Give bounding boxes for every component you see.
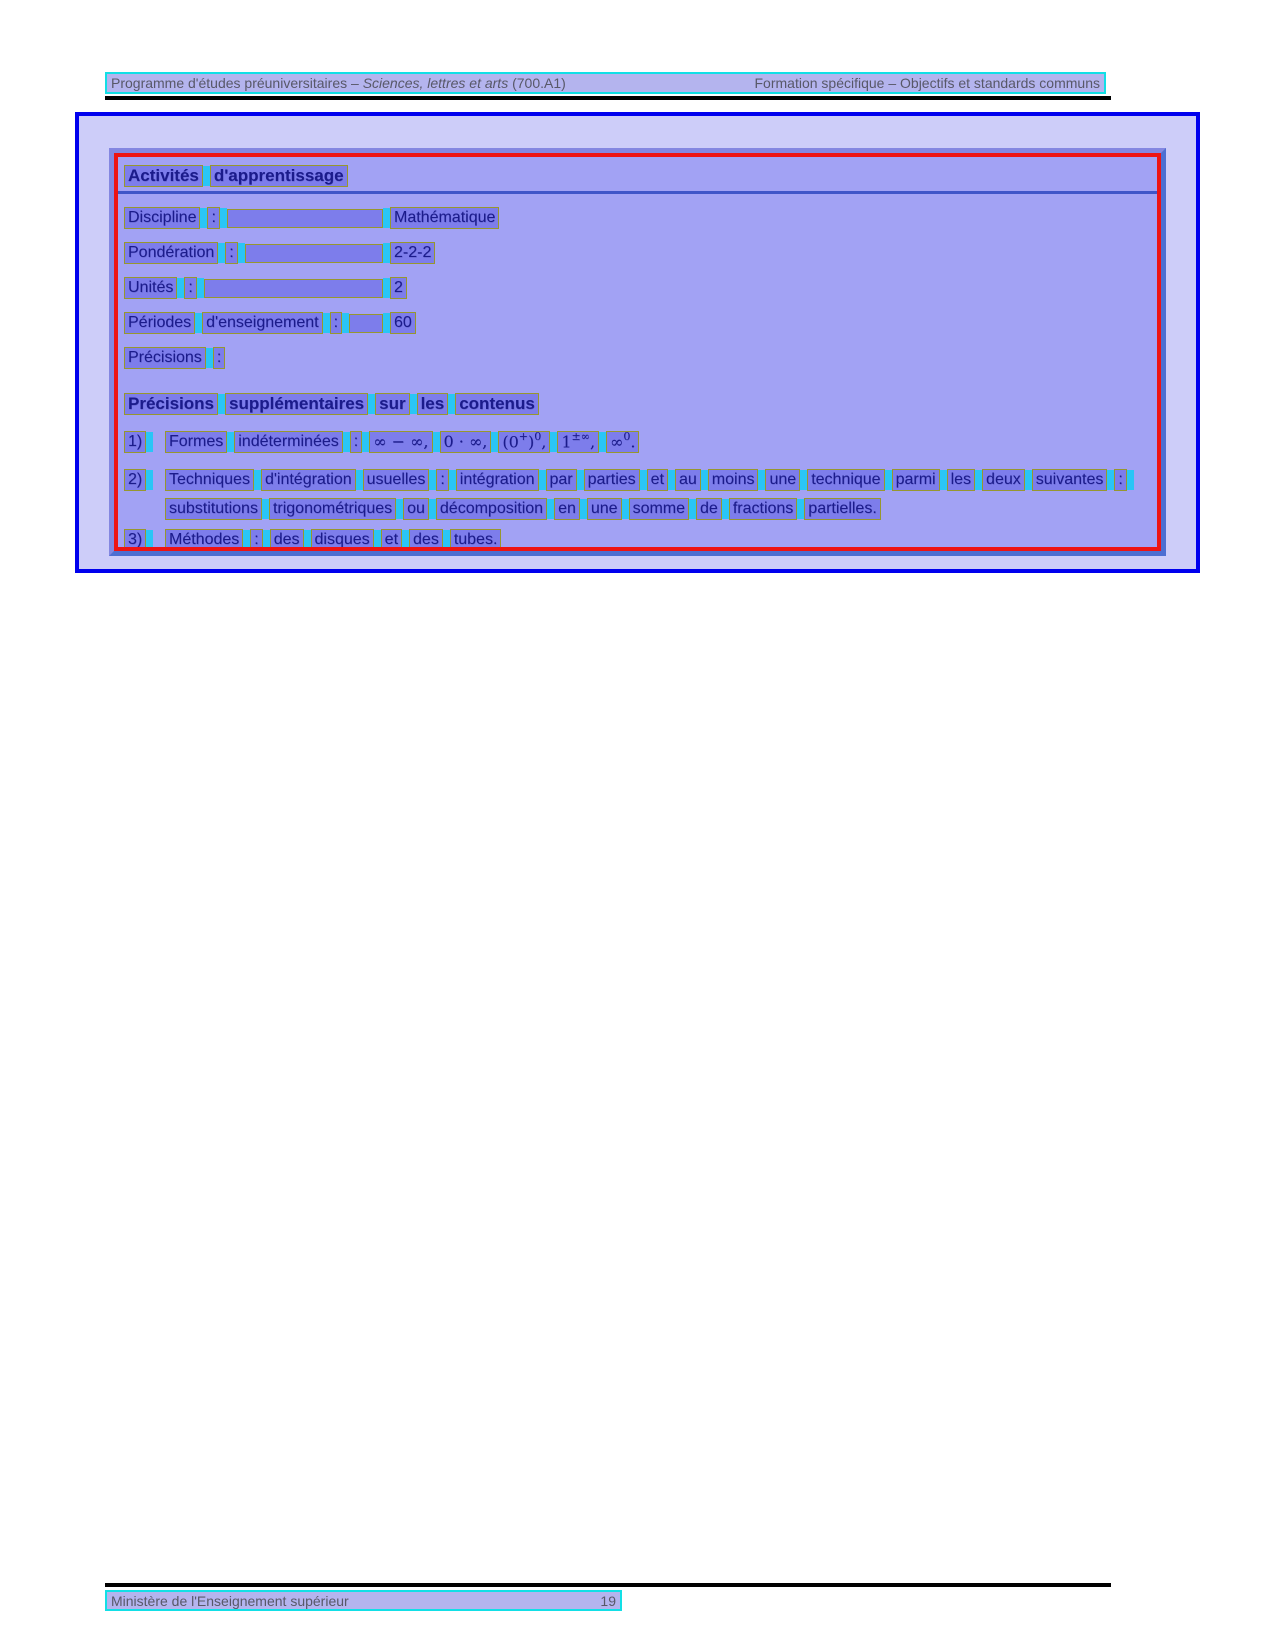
card-title-row — [124, 165, 1149, 187]
field-label: Unités : — [124, 277, 197, 299]
footer-left-text: Ministère de l'Enseignement supérieur — [111, 1592, 349, 1609]
content-card — [75, 112, 1200, 573]
list-item-3 — [124, 529, 1149, 551]
item-number: 3) — [124, 529, 146, 551]
page-header-highlight — [105, 72, 1106, 94]
field-row-precisions — [124, 347, 1149, 369]
field-row-unites — [124, 277, 1149, 299]
item-text: Méthodes : des disques et des tubes. — [165, 529, 1149, 551]
space-marker — [383, 313, 390, 333]
item-number-zone — [124, 431, 165, 453]
tab-highlight — [227, 209, 383, 228]
field-label: Précisions : — [124, 347, 225, 369]
item-number-zone — [124, 529, 165, 551]
list-item-1 — [124, 431, 1149, 453]
page-footer-highlight — [105, 1590, 622, 1611]
header-left-text — [111, 75, 566, 91]
card-title: Activités d'apprentissage — [124, 165, 1149, 187]
header-left-post: (700.A1) — [508, 75, 566, 91]
subheading: Précisions supplémentaires sur les contenus — [124, 393, 1149, 415]
space-marker — [238, 243, 245, 263]
field-label-zone — [124, 277, 390, 299]
item-number-zone — [124, 469, 165, 491]
field-label: Périodes d'enseignement : — [124, 312, 342, 334]
item-text: Formes indéterminées : ∞ − ∞, 0 · ∞, $(0^+)^0$, 1±∞, ∞$^0$. — [165, 431, 1149, 453]
list-item-2 — [124, 469, 1149, 520]
space-marker — [383, 278, 390, 298]
tab-highlight — [349, 314, 383, 333]
tab-highlight — [245, 244, 383, 263]
space-marker — [146, 432, 153, 452]
field-row-discipline — [124, 207, 1149, 229]
header-left-pre: Programme d'études préuniversitaires – — [111, 75, 363, 91]
field-label-zone — [124, 242, 390, 264]
annotation-red-box — [114, 153, 1161, 551]
page-number: 19 — [600, 1592, 616, 1609]
space-marker — [146, 470, 153, 490]
space-marker — [220, 208, 227, 228]
field-label-zone — [124, 207, 390, 229]
field-value: 2 — [390, 277, 407, 299]
field-label-zone — [124, 312, 390, 334]
space-marker — [383, 208, 390, 228]
space-marker — [342, 313, 349, 333]
item-number: 1) — [124, 431, 146, 453]
space-marker — [383, 243, 390, 263]
field-value: Mathématique — [390, 207, 499, 229]
field-label: Discipline : — [124, 207, 220, 229]
activities-table — [109, 148, 1166, 556]
field-value: 60 — [390, 312, 416, 334]
field-row-periodes — [124, 312, 1149, 334]
field-label: Pondération : — [124, 242, 238, 264]
footer-rule — [105, 1583, 1111, 1587]
space-marker — [146, 530, 153, 550]
item-text: Techniques d'intégration usuelles : intégration par parties et au moins une technique parmi les deux suivantes : substitutions trigonométriques ou décomposition en une somme de fractions partielles. — [165, 469, 1149, 520]
title-separator — [118, 191, 1157, 194]
header-right-text: Formation spécifique – Objectifs et standards communs — [754, 75, 1100, 91]
space-marker — [197, 278, 204, 298]
field-value: 2-2-2 — [390, 242, 435, 264]
header-left-italic: Sciences, lettres et arts — [362, 75, 509, 91]
tab-highlight — [204, 279, 383, 298]
header-rule — [105, 96, 1111, 100]
subheading-row — [124, 393, 1149, 415]
item-number: 2) — [124, 469, 146, 491]
field-row-ponderation — [124, 242, 1149, 264]
